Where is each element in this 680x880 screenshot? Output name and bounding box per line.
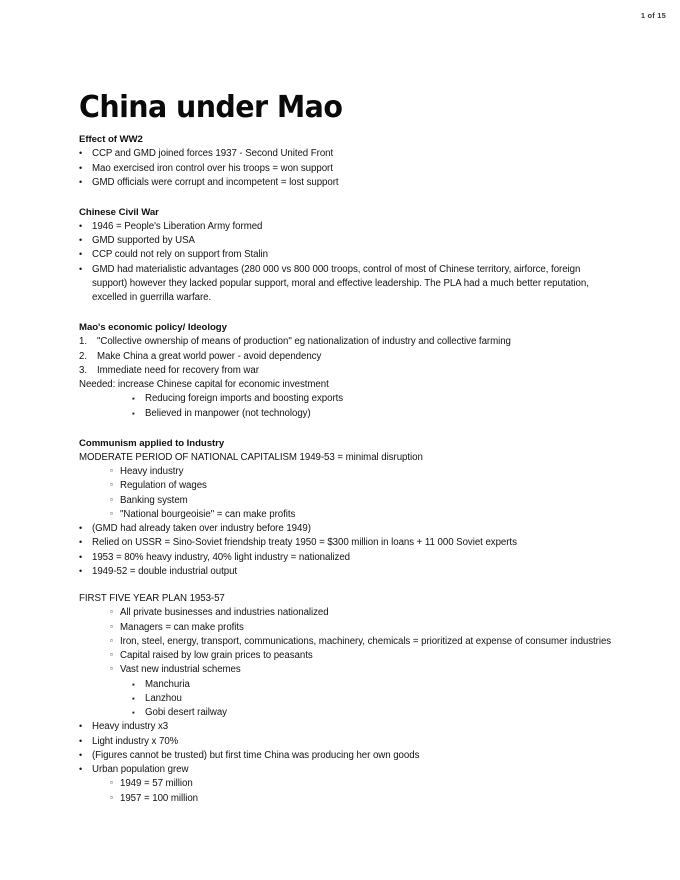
list-number-marker: 3.	[79, 364, 87, 376]
list-item	[79, 649, 615, 663]
list-item-text: GMD had materialistic advantages (280 000 vs 800 000 troops, control of most of Chinese territory, airforce, foreign support) however they lacked popular support, moral and effective leadership. The PLA had a much better reputation, excelled in guerrilla warfare.	[92, 263, 589, 304]
list-bullet-marker: ▫	[110, 778, 113, 788]
list-item-text: 1957 = 100 million	[120, 792, 199, 804]
page-number-header	[641, 11, 666, 20]
section-gap	[79, 190, 615, 206]
list-item	[79, 220, 615, 234]
list-item-text: Managers = can make profits	[120, 621, 244, 633]
section-heading: Effect of WW2	[79, 134, 143, 146]
list-item	[79, 263, 615, 306]
list-item	[79, 551, 615, 565]
list-bullet-marker: ▫	[110, 650, 113, 660]
list-item	[79, 392, 615, 406]
list-item	[79, 248, 615, 262]
list-item-text: 1949 = 57 million	[120, 778, 193, 790]
list-item	[79, 749, 615, 763]
page-title: China under Mao	[79, 90, 343, 125]
list-item-text: Relied on USSR = Sino-Soviet friendship treaty 1950 = $300 million in loans + 11 000 Soviet experts	[92, 537, 517, 549]
list-item	[79, 350, 615, 364]
list-bullet-marker: •	[79, 764, 83, 775]
list-item	[79, 720, 615, 734]
list-item-text: Urban population grew	[92, 764, 189, 776]
list-item	[79, 735, 615, 749]
list-bullet-marker: ▫	[110, 635, 113, 645]
list-item-text: Vast new industrial schemes	[120, 664, 241, 676]
list-item-text: Reducing foreign imports and boosting exports	[145, 393, 344, 405]
section-gap	[79, 421, 615, 437]
list-item	[79, 335, 615, 349]
list-bullet-marker: ▪	[132, 708, 135, 718]
list-bullet-marker: ▪	[132, 693, 135, 703]
paragraph-line: Needed: increase Chinese capital for economic investment	[79, 379, 329, 391]
list-item	[79, 162, 615, 176]
list-bullet-marker: •	[79, 162, 83, 173]
list-item-text: GMD officials were corrupt and incompetent = lost support	[92, 176, 339, 188]
list-item-text: Gobi desert railway	[145, 707, 227, 719]
list-item	[79, 176, 615, 190]
list-item-text: 1946 = People's Liberation Army formed	[92, 220, 263, 232]
section-heading: Mao's economic policy/ Ideology	[79, 322, 227, 334]
list-bullet-marker: ▫	[110, 664, 113, 674]
list-item-text: Capital raised by low grain prices to peasants	[120, 650, 313, 662]
list-item-text: Manchuria	[145, 678, 190, 690]
list-bullet-marker: ▫	[110, 508, 113, 518]
list-item-text: Lanzhou	[145, 692, 182, 704]
list-item	[79, 522, 615, 536]
list-bullet-marker: •	[79, 235, 83, 246]
list-item-text: Mao exercised iron control over his troops = won support	[92, 162, 333, 174]
list-item	[79, 234, 615, 248]
section-heading: Chinese Civil War	[79, 207, 159, 219]
list-item	[79, 494, 615, 508]
document-body	[79, 92, 615, 806]
document-section	[79, 321, 615, 420]
list-item-text: CCP could not rely on support from Stalin	[92, 249, 269, 261]
list-item	[79, 407, 615, 421]
list-item	[79, 663, 615, 677]
list-item-text: Regulation of wages	[120, 480, 207, 492]
list-item	[79, 536, 615, 550]
list-bullet-marker: ▫	[110, 792, 113, 802]
list-spacer	[79, 579, 615, 592]
list-bullet-marker: •	[79, 523, 83, 534]
list-item	[79, 792, 615, 806]
list-bullet-marker: ▫	[110, 494, 113, 504]
list-bullet-marker: •	[79, 249, 83, 260]
list-bullet-marker: ▫	[110, 621, 113, 631]
section-heading: Communism applied to Industry	[79, 437, 225, 449]
list-item-text: "Collective ownership of means of production" eg nationalization of industry and collective farming	[97, 336, 511, 348]
document-section	[79, 206, 615, 305]
list-item	[79, 706, 615, 720]
list-item	[79, 692, 615, 706]
list-item-text: "National bourgeoisie" = can make profits	[120, 508, 296, 520]
list-bullet-marker: •	[79, 565, 83, 576]
list-item	[79, 635, 615, 649]
list-item-text: Make China a great world power - avoid dependency	[97, 350, 322, 362]
list-bullet-marker: ▪	[132, 394, 135, 404]
list-bullet-marker: •	[79, 749, 83, 760]
paragraph-line: FIRST FIVE YEAR PLAN 1953-57	[79, 593, 225, 605]
list-item-text: Banking system	[120, 494, 188, 506]
list-item-text: 1953 = 80% heavy industry, 40% light industry = nationalized	[92, 551, 351, 563]
list-bullet-marker: ▫	[110, 466, 113, 476]
list-bullet-marker: •	[79, 176, 83, 187]
list-item-text: All private businesses and industries nationalized	[120, 607, 329, 619]
list-bullet-marker: •	[79, 263, 83, 274]
list-item	[79, 777, 615, 791]
list-bullet-marker: ▪	[132, 679, 135, 689]
list-bullet-marker: •	[79, 220, 83, 231]
paragraph-line: MODERATE PERIOD OF NATIONAL CAPITALISM 1949-53 = minimal disruption	[79, 451, 423, 463]
list-item	[79, 508, 615, 522]
list-bullet-marker: •	[79, 735, 83, 746]
list-item-text: (GMD had already taken over industry before 1949)	[92, 523, 311, 535]
list-item-text: CCP and GMD joined forces 1937 - Second United Front	[92, 148, 334, 160]
list-item	[79, 465, 615, 479]
list-number-marker: 1.	[79, 336, 87, 348]
document-section	[79, 437, 615, 806]
list-bullet-marker: •	[79, 721, 83, 732]
list-item-text: Heavy industry	[120, 466, 184, 478]
list-item	[79, 364, 615, 378]
list-item-text: GMD supported by USA	[92, 235, 195, 247]
list-item-text: Immediate need for recovery from war	[97, 364, 259, 376]
list-bullet-marker: ▫	[110, 607, 113, 617]
list-item-text: 1949-52 = double industrial output	[92, 565, 238, 577]
list-item-text: Believed in manpower (not technology)	[145, 407, 311, 419]
list-item	[79, 565, 615, 579]
list-item	[79, 621, 615, 635]
section-gap	[79, 305, 615, 321]
list-bullet-marker: •	[79, 148, 83, 159]
list-item	[79, 147, 615, 161]
list-item-text: (Figures cannot be trusted) but first time China was producing her own goods	[92, 749, 420, 761]
list-bullet-marker: ▪	[132, 408, 135, 418]
document-section	[79, 133, 615, 190]
list-bullet-marker: •	[79, 551, 83, 562]
list-bullet-marker: •	[79, 537, 83, 548]
list-item-text: Heavy industry x3	[92, 721, 169, 733]
list-item	[79, 678, 615, 692]
sections-container	[79, 133, 615, 805]
list-item-text: Light industry x 70%	[92, 735, 179, 747]
list-item-text: Iron, steel, energy, transport, communications, machinery, chemicals = prioritized at expense of consumer industries	[120, 635, 612, 647]
list-item	[79, 763, 615, 777]
list-item	[79, 606, 615, 620]
page-number-label: 1 of 15	[640, 11, 666, 20]
list-number-marker: 2.	[79, 350, 87, 362]
list-bullet-marker: ▫	[110, 480, 113, 490]
list-item	[79, 479, 615, 493]
